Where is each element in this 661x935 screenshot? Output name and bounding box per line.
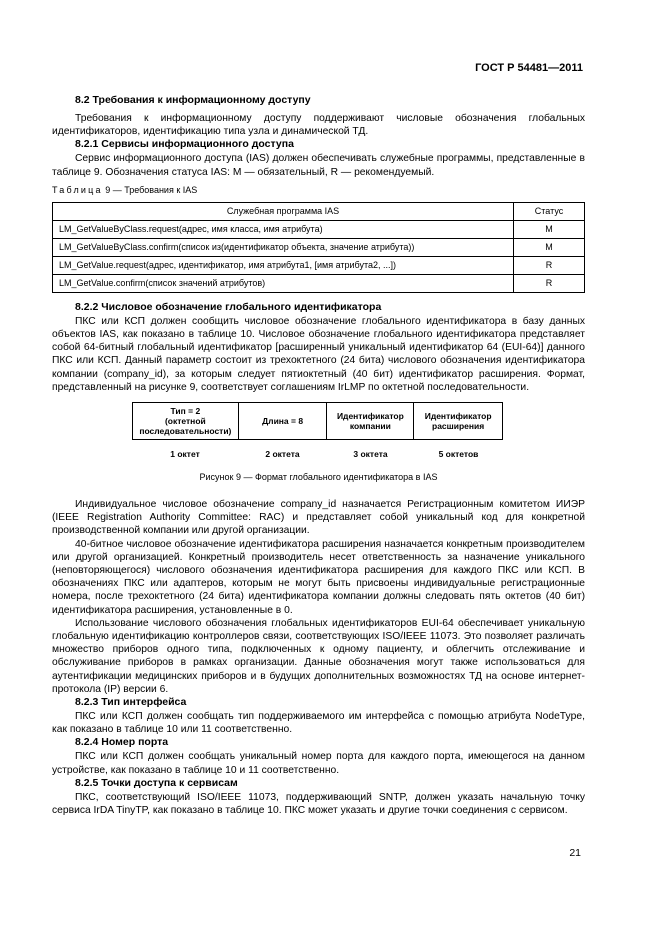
field-size-company: 3 октета: [353, 449, 388, 460]
section-8-2-4-title: 8.2.4 Номер порта: [75, 736, 169, 749]
section-8-2-paragraph: Требования к информационному доступу поддерживают числовые обозначения глобальных идентификаторов, идентификацию типа узла и динамической ТД.: [52, 113, 585, 138]
section-8-2-2-paragraph-1: ПКС или КСП должен сообщить числовое обозначение глобального идентификатора в базу данных объектов IAS, как показано в таблице 10. Числовое обозначение глобального идентификатора представляет собой 64-битный глобальный идентификатор [расширенный уникальный идентификатор 64 (EUI-64)] данного ПКС или КСП. Данный параметр состоит из трехоктетного (24 бита) числового обозначения идентификатора компании (company_id), за которым следует пятиоктетный (40 бит) идентификатор расширения. Формат, представленный на рисунке 9, соответствует соглашениям IrLMP по октетной последовательности.: [52, 315, 585, 393]
column-header-status: Статус: [514, 202, 585, 220]
table-9-caption-text: 9 — Требования к IAS: [102, 184, 198, 195]
table-cell-status: R: [514, 274, 585, 292]
section-8-2-1-paragraph: Сервис информационного доступа (IAS) должен обеспечивать служебные программы, представленные в таблице 9. Обозначения статуса IAS: M — обязательный, R — рекомендуемый.: [52, 153, 585, 178]
section-8-2-1-title: 8.2.1 Сервисы информационного доступа: [75, 138, 294, 151]
section-8-2-5-paragraph: ПКС, соответствующий ISO/IEEE 11073, поддерживающий SNTP, должен указать начальную точку сервиса IrDA TinyTP, как показано в таблице 10. ПКС может указать и другие точки соединения с сервисом.: [52, 791, 585, 817]
table-row: [53, 220, 585, 238]
table-cell-status: M: [514, 220, 585, 238]
section-8-2-2-paragraph-4: Использование числового обозначения глобальных идентификаторов EUI-64 обеспечивает уникальную глобальную идентификацию контроллеров связи, соответствующих ISO/IEEE 11073. Это позволяет различать множество приборов одного типа, подключенных к одному пациенту, и облегчить отслеживание и обслуживание приборов в рамках организации. Данные обозначения могут также использоваться для аутентификации медицинских приборов и в будущих дополнительных возможностях ТД на основе интернет-протокола (IP) версии 6.: [52, 617, 585, 695]
table-9-caption-label: Таблица: [52, 184, 103, 195]
table-cell-program: LM_GetValue.confirm(список значений атрибутов): [53, 274, 514, 292]
section-8-2-5-title: 8.2.5 Точки доступа к сервисам: [75, 776, 238, 789]
section-8-2-4-paragraph: ПКС или КСП должен сообщать уникальный номер порта для каждого порта, имеющегося на данном устройстве, как показано в таблице 10 и 11 соответственно.: [52, 751, 585, 776]
section-8-2-2-title: 8.2.2 Числовое обозначение глобального идентификатора: [75, 300, 382, 313]
figure-9-caption: Рисунок 9 — Формат глобального идентификатора в IAS: [199, 472, 438, 483]
table-9-caption: [52, 185, 585, 195]
field-size-length: 2 октета: [265, 449, 300, 460]
field-type: Тип = 2 (октетной последовательности): [133, 403, 239, 439]
field-company-id: Идентификатор компании: [327, 403, 414, 439]
page-number: 21: [569, 847, 581, 859]
table-cell-program: LM_GetValueByClass.confirm(список из(идентификатор объекта, значение атрибута)): [53, 238, 514, 256]
field-length: Длина = 8: [239, 403, 328, 439]
table-row: [53, 238, 585, 256]
standard-header: ГОСТ Р 54481—2011: [475, 62, 583, 74]
section-8-2-3-title: 8.2.3 Тип интерфейса: [75, 696, 187, 709]
table-9: [52, 202, 585, 293]
figure-9: [52, 402, 585, 498]
identifier-format-diagram: [132, 402, 503, 440]
section-8-2-title: 8.2 Требования к информационному доступу: [75, 94, 311, 106]
table-row: [53, 274, 585, 292]
table-header-row: [53, 202, 585, 220]
field-sizes: [132, 449, 503, 459]
field-size-type: 1 октет: [170, 449, 200, 460]
column-header-program: Служебная программа IAS: [53, 202, 514, 220]
section-8-2-2-paragraph-3: 40-битное числовое обозначение идентификатора расширения назначается конкретным производителем или другой организацией. Конкретный производитель несет ответственность за назначение уникального (неповторяющегося) числового обозначения идентификатора расширения для каждого ПКС или КСП. В обозначениях ПКС или адаптеров, которым не могут быть присвоены индивидуальные регистрационные номера, после трехоктетного (24 бита) идентификатора компании должны следовать пять октетов (40 бит) идентификатора расширения, установленные в 0.: [52, 538, 585, 616]
table-cell-status: R: [514, 256, 585, 274]
table-cell-program: LM_GetValueByClass.request(адрес, имя класса, имя атрибута): [53, 220, 514, 238]
section-8-2-2-paragraph-2: Индивидуальное числовое обозначение company_id назначается Регистрационным комитетом ИИЭР (IEEE Registration Authority Committee: RAC) и представляет собой уникальный код для конкретной производственной компании или другой организации.: [52, 499, 585, 537]
table-row: [53, 256, 585, 274]
table-cell-program: LM_GetValue.request(адрес, идентификатор, имя атрибута1, [имя атрибута2, ...]): [53, 256, 514, 274]
field-size-extension: 5 октетов: [438, 449, 479, 460]
section-8-2-3-paragraph: ПКС или КСП должен сообщать тип поддерживаемого им интерфейса с помощью атрибута NodeType, как показано в таблице 10 или 11 соответственно.: [52, 711, 585, 736]
field-extension-id: Идентификатор расширения: [424, 411, 492, 432]
page-content: [52, 94, 585, 817]
table-cell-status: M: [514, 238, 585, 256]
